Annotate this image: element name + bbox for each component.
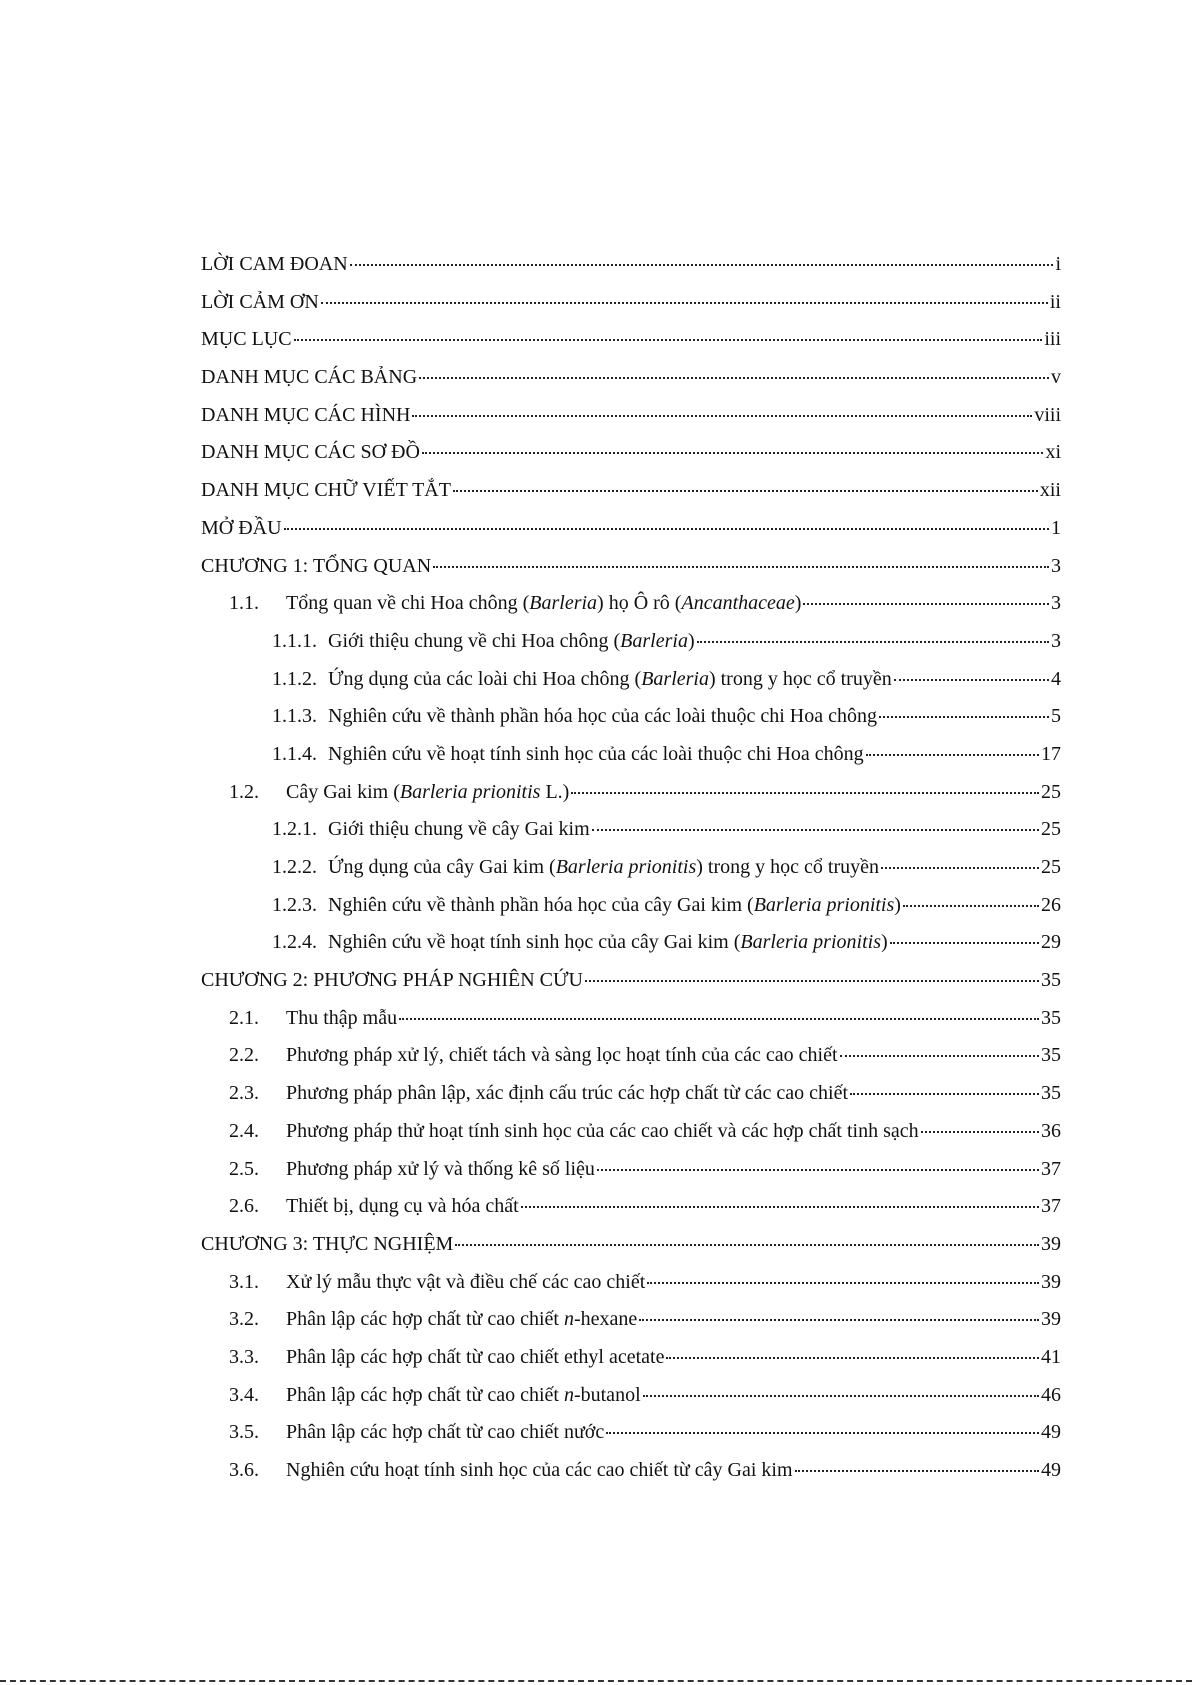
toc-dot-leader [419,371,1049,379]
toc-entry-page: viii [1034,403,1061,426]
toc-entry[interactable] [201,924,1061,962]
toc-entry-title-text: -hexane [573,1308,638,1331]
toc-dot-leader [321,296,1048,304]
toc-entry[interactable] [201,887,1061,925]
toc-entry-number: 1.1.3. [272,705,317,728]
toc-entry-title-text: Phương pháp thử hoạt tính sinh học của các cao chiết và các hợp chất tinh sạch [286,1119,919,1142]
toc-entry[interactable] [201,284,1061,322]
toc-dot-leader [592,823,1039,831]
toc-entry-title-text: DANH MỤC CÁC BẢNG [201,366,418,389]
toc-entry[interactable] [201,397,1061,435]
toc-entry-title-text: Nghiên cứu về hoạt tính sinh học của các loài thuộc chi Hoa chông [328,742,864,765]
toc-entry-page: 25 [1041,856,1061,878]
toc-dot-leader [879,710,1049,718]
toc-entry[interactable] [201,1075,1061,1113]
toc-dot-leader [894,673,1049,681]
toc-dot-leader [881,861,1039,869]
toc-entry-page: 3 [1051,592,1061,615]
toc-entry[interactable] [201,585,1061,623]
toc-entry[interactable] [201,321,1061,359]
toc-dot-leader [571,786,1039,794]
toc-entry-title-italic: Barleria prionitis [555,856,697,878]
toc-dot-leader [866,748,1039,756]
toc-entry-title-text: Ứng dụng của các loài chi Hoa chông ( [328,667,642,690]
toc-entry-title [286,1151,595,1189]
toc-entry-title-text: ) [794,592,802,615]
toc-entry-title [328,736,864,774]
toc-entry[interactable] [201,1264,1061,1302]
toc-entry-title-text: Giới thiệu chung về cây Gai kim [328,818,590,841]
toc-entry[interactable] [201,434,1061,472]
toc-entry-title-text: Phân lập các hợp chất từ cao chiết [286,1308,564,1331]
toc-dot-leader [521,1200,1039,1208]
toc-entry-title-text: Phương pháp xử lý, chiết tách và sàng lọc hoạt tính của các cao chiết [286,1044,838,1067]
toc-entry-title [286,1414,604,1452]
toc-dot-leader [903,899,1039,907]
toc-entry-title-text: Cây Gai kim ( [286,780,400,803]
toc-entry[interactable] [201,736,1061,774]
toc-entry-title-text: CHƯƠNG 3: THỰC NGHIỆM [201,1232,454,1255]
toc-dot-leader [803,597,1049,605]
toc-entry[interactable] [201,811,1061,849]
toc-entry-title-text: Nghiên cứu hoạt tính sinh học của các cao chiết từ cây Gai kim [286,1459,793,1481]
toc-entry-title [328,811,590,849]
toc-dot-leader [597,1163,1039,1171]
toc-entry-title [328,887,901,925]
toc-entry[interactable] [201,1414,1061,1452]
toc-entry-title [201,1226,453,1264]
toc-entry-title [286,1075,848,1113]
toc-entry-page: ii [1049,290,1061,313]
toc-dot-leader [350,258,1054,266]
toc-entry-title-italic: Ancanthaceae [681,592,795,615]
toc-entry-title-italic: Barleria [529,592,598,615]
toc-entry-page: 29 [1041,931,1061,954]
toc-entry-title [201,548,431,586]
toc-dot-leader [850,1087,1039,1095]
toc-entry[interactable] [201,1301,1061,1339]
toc-entry[interactable] [201,246,1061,284]
toc-entry-title-text: DANH MỤC CÁC HÌNH [201,403,411,426]
toc-entry[interactable] [201,661,1061,699]
toc-entry-title-text: LỜI CAM ĐOAN [201,253,348,275]
toc-dot-leader [840,1049,1039,1057]
toc-entry-title [201,472,451,510]
toc-entry-title-text: Nghiên cứu về thành phần hóa học của các loài thuộc chi Hoa chông [328,705,877,728]
toc-entry-page: 49 [1041,1459,1061,1481]
toc-entry-page: 41 [1041,1345,1061,1368]
toc-entry[interactable] [201,1000,1061,1038]
toc-dot-leader [284,522,1049,530]
toc-entry-title-text: Nghiên cứu về thành phần hóa học của cây Gai kim ( [328,893,754,916]
toc-entry-page: 35 [1041,1006,1061,1029]
toc-entry-page: 46 [1041,1383,1061,1406]
toc-entry-title-italic: Barleria prionitis [399,780,541,803]
toc-entry-title [201,284,319,322]
toc-dot-leader [647,1276,1039,1284]
toc-entry-title-text: ) trong y học cổ truyền [708,667,892,690]
toc-entry-page: 39 [1041,1232,1061,1255]
toc-entry-title-text: CHƯƠNG 1: TỔNG QUAN [201,554,432,577]
toc-entry-number: 2.6. [229,1195,259,1218]
toc-entry-page: 35 [1041,1082,1061,1105]
toc-entry-page: 4 [1051,667,1061,690]
toc-entry-title-text: ) [880,931,888,954]
toc-dot-leader [666,1351,1039,1359]
toc-dot-leader [697,635,1049,643]
toc-entry-title-italic: n [563,1308,574,1331]
toc-entry-page: 25 [1041,818,1061,841]
toc-entry-title-text: ) trong y học cổ truyền [696,856,879,878]
toc-entry-title-text: DANH MỤC CÁC SƠ ĐỒ [201,441,420,464]
toc-entry-title [201,962,583,1000]
toc-entry-title-text: Thu thập mẫu [286,1006,398,1029]
toc-entry-title-text: MỞ ĐẦU [201,516,282,539]
toc-entry-title [286,774,569,812]
toc-entry-page: 36 [1041,1119,1061,1142]
toc-entry-page: i [1055,253,1061,275]
toc-entry-page: 49 [1041,1421,1061,1444]
toc-entry-title [328,623,695,661]
toc-entry-title-text: Phân lập các hợp chất từ cao chiết nước [286,1421,605,1444]
toc-entry-title [286,1301,637,1339]
toc-entry-title-text: Thiết bị, dụng cụ và hóa chất [286,1195,519,1218]
toc-entry-page: 39 [1041,1270,1061,1293]
toc-dot-leader [606,1426,1039,1434]
toc-entry-number: 2.2. [229,1044,259,1067]
toc-entry-page: 25 [1041,780,1061,803]
toc-entry-page: 1 [1051,516,1061,539]
toc-entry[interactable] [201,962,1061,1000]
toc-entry-title [286,585,801,623]
toc-entry-title-text: Phương pháp phân lập, xác định cấu trúc các hợp chất từ các cao chiết [286,1082,849,1105]
toc-dot-leader [639,1313,1039,1321]
toc-dot-leader [455,1238,1039,1246]
toc-entry-page: 3 [1051,554,1061,577]
toc-entry-title-text: -butanol [573,1383,641,1406]
toc-entry-title [286,1264,645,1302]
toc-entry-title [201,321,292,359]
toc-entry-title [286,1377,641,1415]
toc-entry[interactable] [201,1151,1061,1189]
toc-entry-title [201,397,410,435]
toc-entry-page: 17 [1041,742,1061,765]
table-of-contents [201,246,1061,1490]
toc-entry-title [286,1452,793,1490]
toc-entry-number: 3.4. [229,1383,259,1406]
toc-entry-page: 3 [1051,629,1061,652]
toc-entry-page: 5 [1051,705,1061,728]
toc-entry-title [201,359,417,397]
toc-entry-page: xii [1039,479,1061,502]
toc-entry-title-text: Nghiên cứu về hoạt tính sinh học của cây Gai kim ( [328,931,741,954]
toc-dot-leader [399,1012,1039,1020]
toc-dot-leader [585,974,1039,982]
toc-entry-number: 2.3. [229,1082,259,1105]
toc-entry-title-text: L.) [540,780,570,803]
toc-entry-title-text: ) [894,893,901,916]
toc-entry[interactable] [201,359,1061,397]
toc-entry-number: 3.5. [229,1421,259,1444]
toc-entry-title [286,1000,397,1038]
toc-entry-number: 3.6. [229,1459,259,1481]
toc-entry[interactable] [201,623,1061,661]
toc-entry[interactable] [201,1188,1061,1226]
toc-entry[interactable] [201,1113,1061,1151]
toc-entry-number: 1.1.1. [272,629,317,652]
toc-dot-leader [433,560,1049,568]
toc-entry-number: 1.2.1. [272,818,317,841]
toc-entry-title-italic: Barleria prionitis [740,931,881,954]
toc-entry-title-text: Phân lập các hợp chất từ cao chiết [286,1383,564,1406]
toc-entry-page: 39 [1041,1308,1061,1331]
toc-entry-title [328,849,879,887]
toc-entry-title [286,1113,919,1151]
toc-entry-title-italic: n [563,1383,574,1406]
toc-entry-page: iii [1044,328,1061,351]
toc-entry-title-text: Phương pháp xử lý và thống kê số liệu [286,1157,595,1180]
toc-entry-title-italic: Barleria [641,667,709,690]
toc-dot-leader [422,446,1044,454]
toc-dot-leader [643,1389,1039,1397]
toc-entry-title-text: Xử lý mẫu thực vật và điều chế các cao chiết [286,1270,646,1293]
toc-entry-title-text: ) [687,629,695,652]
toc-entry-number: 1.2.4. [272,931,317,954]
toc-entry[interactable] [201,698,1061,736]
toc-entry[interactable] [201,774,1061,812]
toc-entry-title-text: Tổng quan về chi Hoa chông ( [286,592,530,615]
toc-entry-number: 3.2. [229,1308,259,1331]
toc-entry[interactable] [201,472,1061,510]
toc-entry-title [286,1037,838,1075]
toc-entry[interactable] [201,548,1061,586]
toc-entry-title-italic: Barleria prionitis [753,893,895,916]
toc-entry-title [201,246,348,284]
toc-entry-page: 37 [1041,1157,1061,1180]
toc-entry-number: 2.1. [229,1006,259,1029]
toc-dot-leader [294,333,1043,341]
toc-entry[interactable] [201,1226,1061,1264]
toc-entry-title-text: DANH MỤC CHỮ VIẾT TẮT [201,479,451,502]
toc-entry-title [286,1339,664,1377]
toc-entry-page: xi [1045,441,1061,464]
toc-entry-title-text: MỤC LỤC [201,328,292,351]
toc-entry-number: 1.1.4. [272,742,317,765]
toc-dot-leader [890,936,1039,944]
toc-entry-number: 1.1. [229,592,259,615]
toc-entry-title [328,698,877,736]
page-bottom-rule [0,1680,1192,1685]
toc-entry-number: 3.1. [229,1270,259,1293]
toc-dot-leader [795,1464,1039,1472]
toc-dot-leader [412,409,1032,417]
toc-entry[interactable] [201,1339,1061,1377]
toc-entry-title [328,661,892,699]
toc-entry-number: 1.1.2. [272,667,317,690]
toc-entry-title [286,1188,519,1226]
toc-entry-title-text: CHƯƠNG 2: PHƯƠNG PHÁP NGHIÊN CỨU [201,969,583,992]
toc-entry[interactable] [201,849,1061,887]
toc-entry-title-text: ) họ Ô rô ( [597,592,682,615]
toc-entry[interactable] [201,1037,1061,1075]
toc-entry-page: v [1051,366,1061,389]
toc-entry-number: 1.2.3. [272,893,317,916]
toc-entry-title [201,510,282,548]
toc-entry-title-text: LỜI CẢM ƠN [201,290,319,313]
toc-entry-number: 2.5. [229,1157,259,1180]
toc-entry-page: 37 [1041,1195,1061,1218]
toc-entry-page: 26 [1041,893,1061,916]
toc-entry-number: 1.2.2. [272,856,317,878]
toc-entry-page: 35 [1041,1044,1061,1067]
toc-entry-title-italic: Barleria [620,629,688,652]
toc-entry[interactable] [201,1377,1061,1415]
toc-dot-leader [453,484,1038,492]
toc-entry-title-text: Ứng dụng của cây Gai kim ( [328,856,556,878]
toc-entry-title-text: Giới thiệu chung về chi Hoa chông ( [328,629,621,652]
toc-entry-title-text: Phân lập các hợp chất từ cao chiết ethyl acetate [286,1345,665,1368]
toc-entry-title [328,924,888,962]
toc-entry-title [201,434,420,472]
toc-entry[interactable] [201,510,1061,548]
toc-entry[interactable] [201,1452,1061,1490]
toc-entry-page: 35 [1041,969,1061,992]
toc-entry-number: 3.3. [229,1345,259,1368]
toc-dot-leader [921,1125,1039,1133]
toc-entry-number: 2.4. [229,1119,259,1142]
toc-entry-number: 1.2. [229,780,259,803]
